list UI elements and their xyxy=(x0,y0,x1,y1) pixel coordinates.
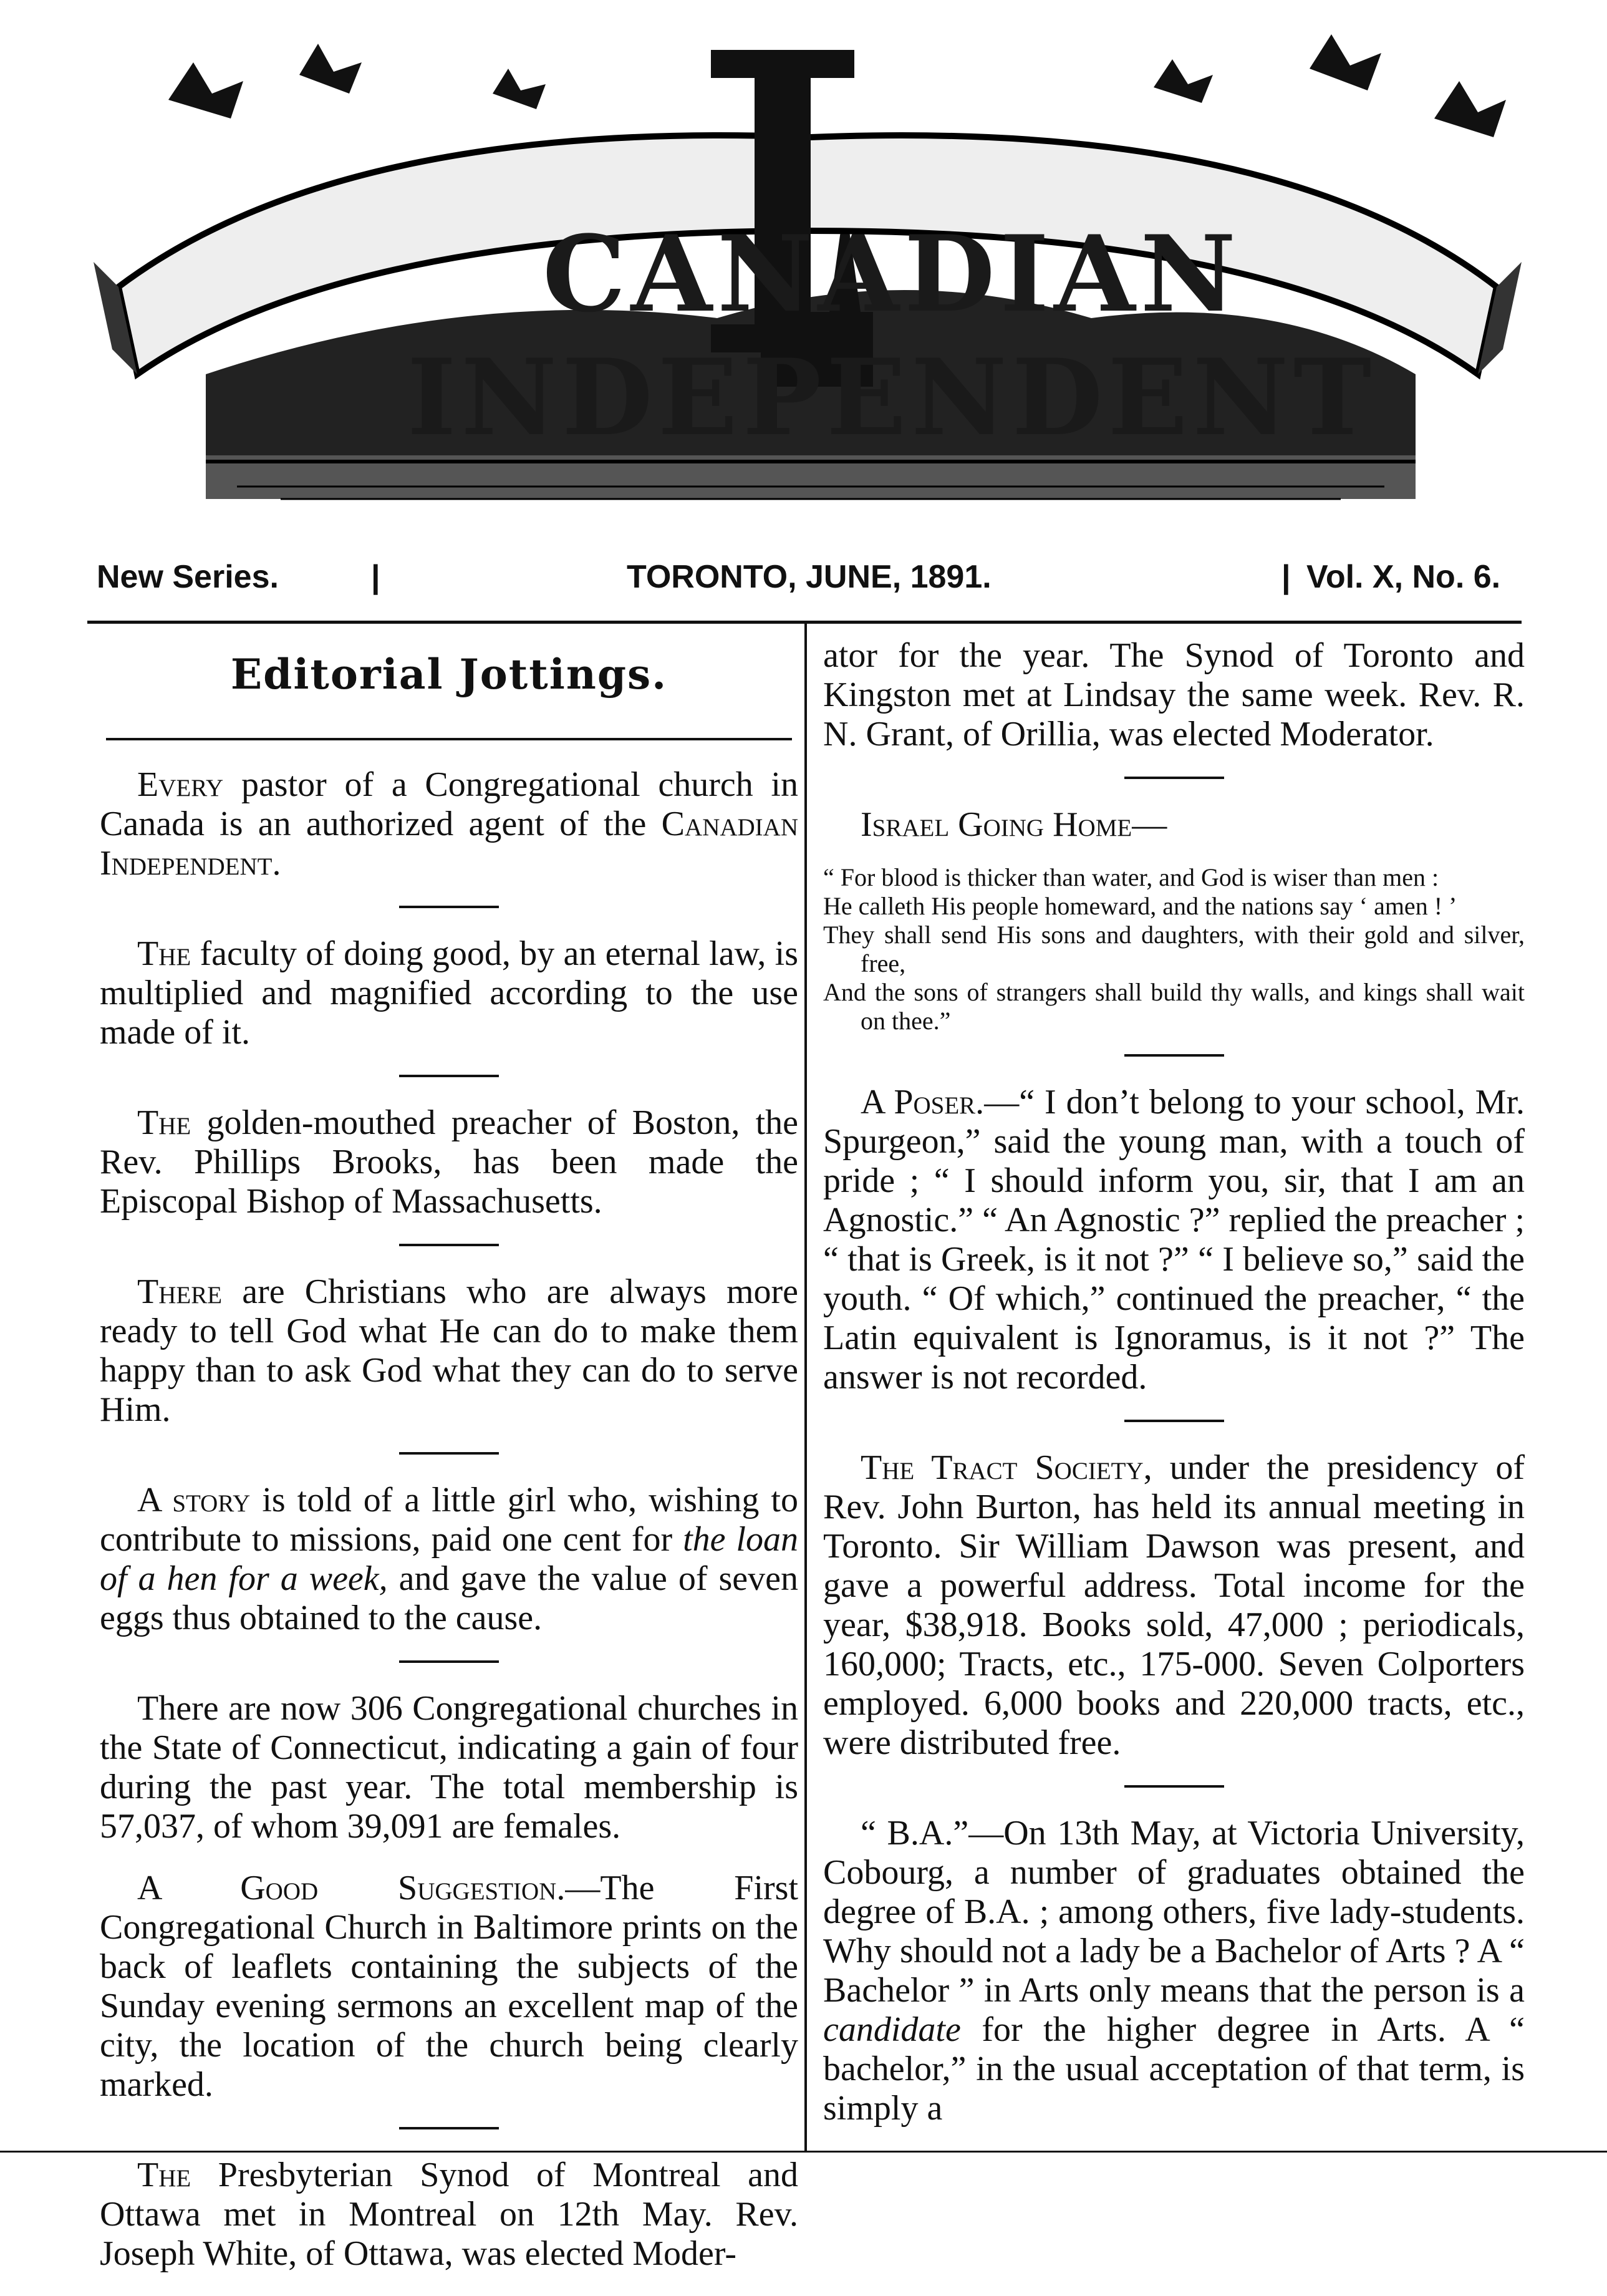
separator-rule xyxy=(1124,777,1224,779)
volume-number: Vol. X, No. 6. xyxy=(1306,559,1501,595)
separator-rule xyxy=(1124,1054,1224,1057)
paragraph-ba: “ B.A.”—On 13th May, at Victoria University, Cobourg, a number of graduates obtained the degree of B.A. ; among others, five lady-students. Why should not a lady be a Bachelor of Arts ? A “ Bachelor ” in Arts only means that the person is a candidate for the higher degree in Arts. A “ bachelor,” in the usual acceptation of that term, is simply a xyxy=(823,1814,1525,2128)
paragraph-hen-story: A story is told of a little girl who, wishing to contribute to missions, paid one cent for the loan of a hen for a week, and gave the value of seven eggs thus obtained to the cause. xyxy=(100,1481,799,1637)
issue-line xyxy=(97,558,1512,614)
poem-line: “ For blood is thicker than water, and God is wiser than men : xyxy=(823,863,1439,891)
separator-rule xyxy=(399,1075,499,1077)
poem-line: And the sons of strangers shall build thy walls, and kings shall wait on thee.” xyxy=(823,978,1525,1035)
separator-rule xyxy=(399,906,499,908)
column-divider xyxy=(804,624,807,2152)
separator-rule xyxy=(399,1452,499,1455)
separator-rule xyxy=(399,2127,499,2129)
masthead-title: CANADIAN INDEPENDENT xyxy=(407,212,1377,459)
paragraph-doing-good: The faculty of doing good, by an eternal law, is multiplied and magnified according to the use made of it. xyxy=(100,934,798,1052)
separator-rule xyxy=(399,1660,499,1663)
poem xyxy=(823,863,1525,1035)
right-column xyxy=(823,636,1525,2151)
paragraph-brooks: The golden-mouthed preacher of Boston, the Rev. Phillips Brooks, has been made the Episcopal Bishop of Massachusetts. xyxy=(100,1103,798,1221)
poem-line: They shall send His sons and daughters, with their gold and silver, free, xyxy=(823,921,1525,977)
paragraph-good-suggestion: A Good Suggestion.—The First Congregational Church in Baltimore prints on the back of leaflets containing the subjects of the Sunday evening sermons an excellent map of the city, the location of the church being clearly marked. xyxy=(100,1869,799,2104)
series-label: New Series. xyxy=(97,559,279,595)
footer-rule xyxy=(0,2151,1607,2153)
issue-divider: | xyxy=(371,559,380,595)
left-column xyxy=(100,636,798,2296)
paragraph-poser: A Poser.—“ I don’t belong to your school, Mr. Spurgeon,” said the young man, with a touch of pride ; “ I should inform you, sir, that I am an Agnostic.” “ An Agnostic ?” replied the preacher ; “ that is Greek, is it not ?” “ I believe so,” said the youth. “ Of which,” continued the preacher, “ the Latin equivalent is Ignoramus, is it not ?” The answer is not recorded. xyxy=(823,1083,1525,1397)
paragraph-synod: The Presbyterian Synod of Montreal and Ottawa met in Montreal on 12th May. Rev. Joseph White, of Ottawa, was elected Moder- xyxy=(100,2156,798,2273)
paragraph-connecticut: There are now 306 Congregational churches in the State of Connecticut, indicating a gain of four during the past year. The total membership is 57,037, of whom 39,091 are females. xyxy=(100,1689,798,1846)
paragraph-agents: Every pastor of a Congregational church in Canada is an authorized agent of the Canadian Independent. xyxy=(100,765,798,883)
issue-divider: | xyxy=(1281,559,1291,595)
poem-line: He calleth His people homeward, and the nations say ‘ amen ! ’ xyxy=(823,892,1457,920)
paragraph-christians: There are Christians who are always more ready to tell God what He can do to make them happy than to ask God what they can do to serve Him. xyxy=(100,1272,798,1429)
section-heading: Editorial Jottings. xyxy=(230,650,668,699)
paragraph-synod-continued: ator for the year. The Synod of Toronto and Kingston met at Lindsay the same week. Rev. R. N. Grant, of Orillia, was elected Moderator. xyxy=(823,636,1525,753)
separator-rule xyxy=(399,1244,499,1246)
heading-rule xyxy=(106,738,792,740)
poem-title: Israel Going Home— xyxy=(861,805,1167,844)
separator-rule xyxy=(1124,1420,1224,1422)
issue-date: TORONTO, JUNE, 1891. xyxy=(627,559,992,595)
paragraph-tract-society: The Tract Society, under the presidency of Rev. John Burton, has held its annual meeting in Toronto. Sir William Dawson was present, and gave a powerful address. Total income for the year, $38,918. Books sold, 47,000 ; periodicals, 160,000; Tracts, etc., 175-000. Seven Colporters employed. 6,000 books and 220,000 tracts, etc., were distributed free. xyxy=(823,1448,1525,1762)
separator-rule xyxy=(1124,1785,1224,1788)
masthead-engraving xyxy=(94,25,1522,536)
